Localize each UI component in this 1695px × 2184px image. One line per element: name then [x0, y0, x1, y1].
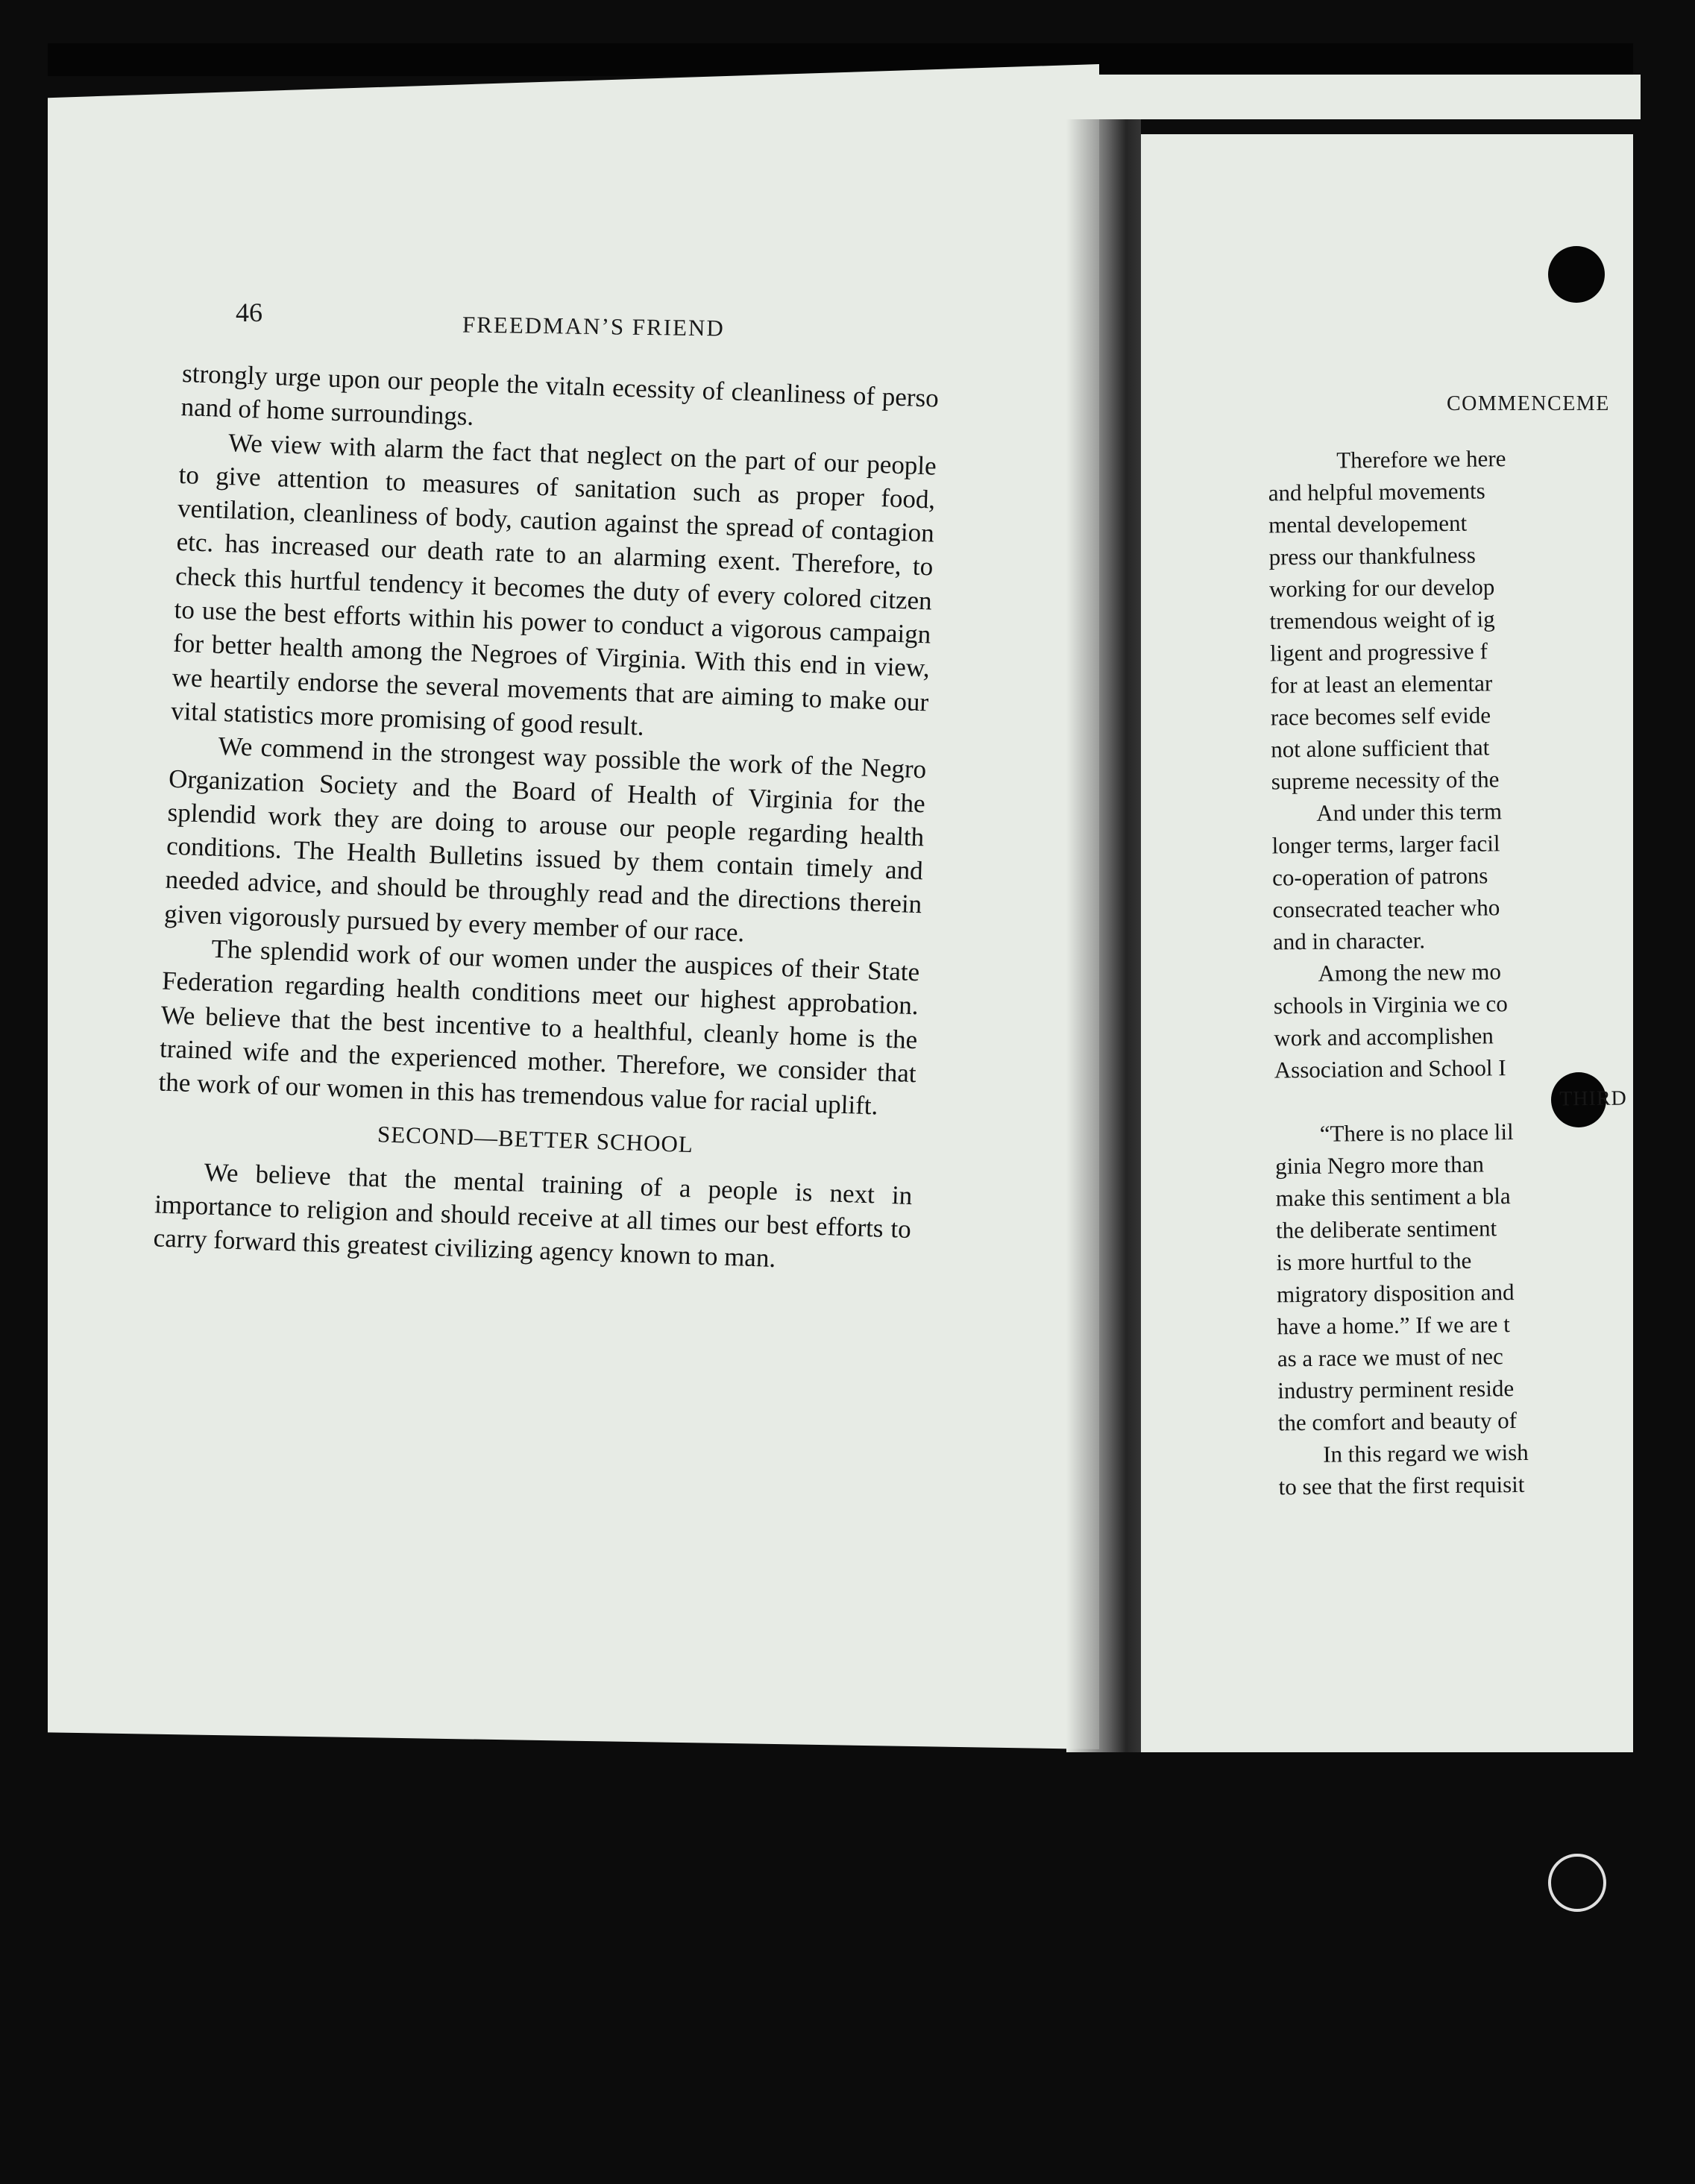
paragraph: The splendid work of our women under the auspices of their State Federation regarding health conditions meet our highest approbation. We believe that the best incentive to a healthful, cleanly home is the trained wife and the experienced mother. Therefore, we consider that the work of our women in this has tremendous value for racial uplift.: [158, 934, 920, 1121]
text-line: to see that the first requisit: [1278, 1470, 1525, 1500]
right-page-body: [1268, 440, 1633, 1543]
text-line: Therefore we here: [1336, 445, 1506, 473]
text-line: for at least an elementar: [1270, 670, 1493, 699]
text-line: race becomes self evide: [1270, 702, 1491, 731]
scan-border-top: [48, 43, 1633, 76]
text-line: And under this term: [1316, 798, 1503, 826]
section-heading: SECOND—BETTER SCHOOL: [377, 1120, 694, 1157]
text-line: is more hurtful to the: [1276, 1247, 1472, 1276]
text-line: Association and School I: [1274, 1054, 1506, 1083]
text-line: working for our develop: [1268, 573, 1495, 602]
text-line: tremendous weight of ig: [1269, 605, 1495, 635]
text-line: and in character.: [1272, 927, 1426, 955]
text-line: ginia Negro more than: [1274, 1151, 1485, 1180]
right-running-head: COMMENCEME: [1447, 392, 1610, 415]
text-line: schools in Virginia we co: [1273, 990, 1508, 1019]
text-line: have a home.” If we are t: [1277, 1311, 1511, 1340]
text-line: Among the new mo: [1318, 958, 1502, 986]
left-page-body: [153, 356, 939, 1280]
text-line: supreme necessity of the: [1271, 766, 1500, 795]
text-line: work and accomplishen: [1274, 1022, 1494, 1051]
text-line: mental developement: [1268, 509, 1468, 538]
text-line: not alone sufficient that: [1271, 734, 1490, 763]
text-line: ligent and progressive f: [1269, 638, 1488, 667]
book-gutter-shadow: [1066, 119, 1141, 1752]
text-line: the deliberate sentiment: [1275, 1215, 1497, 1244]
text-line: industry perminent reside: [1277, 1375, 1515, 1404]
punch-hole-bottom: [1548, 1854, 1606, 1912]
punch-hole-top: [1548, 246, 1605, 303]
text-line: press our thankfulness: [1268, 541, 1477, 570]
text-line: THIRD: [1559, 1086, 1627, 1111]
text-line: co-operation of patrons: [1271, 862, 1488, 891]
running-head: FREEDMAN’S FRIEND: [462, 311, 726, 342]
text-line: migratory disposition and: [1276, 1279, 1515, 1308]
text-line: as a race we must of nec: [1277, 1343, 1504, 1372]
text-line: In this regard we wish: [1323, 1438, 1529, 1467]
text-line: and helpful movements: [1268, 477, 1485, 506]
right-page-top-edge: [1074, 75, 1641, 119]
page-number: 46: [236, 298, 262, 327]
text-line: make this sentiment a bla: [1275, 1183, 1511, 1212]
text-line: longer terms, larger facil: [1271, 830, 1500, 859]
paragraph: We commend in the strongest way possible the work of the Negro Organization Society and the Board of Health of Virginia for the splendid work they are doing to arouse our people regarding health conditions. The Health Bulletins issued by them contain timely and needed advice, and should be throughly read and the directions therein given vigorously pursued by every member of our race.: [163, 731, 927, 948]
paragraph: strongly urge upon our people the vitaln ecessity of cleanliness of perso nand of home surroundings.: [180, 358, 940, 432]
text-line: “There is no place lil: [1319, 1118, 1514, 1147]
text-line: the comfort and beauty of: [1277, 1407, 1518, 1436]
paragraph: We believe that the mental training of a people is next in importance to religion and should receive at all times our best efforts to carry forward this greatest civilizing agency known to man.: [153, 1157, 913, 1274]
text-line: consecrated teacher who: [1272, 894, 1500, 923]
paragraph: We view with alarm the fact that neglect on the part of our people to give attention to measures of sanitation such as proper food, ventilation, cleanliness of body, caution against the spread of contagion etc. has increased our death rate to an alarming exent. Therefore, to check this hurtful tendency it becomes the duty of every colored citzen to use the best efforts within his power to conduct a vigorous campaign for better health among the Negroes of Virginia. With this end in view, we heartily endorse the several movements that are aiming to make our vital statistics more promising of good result.: [170, 427, 937, 741]
